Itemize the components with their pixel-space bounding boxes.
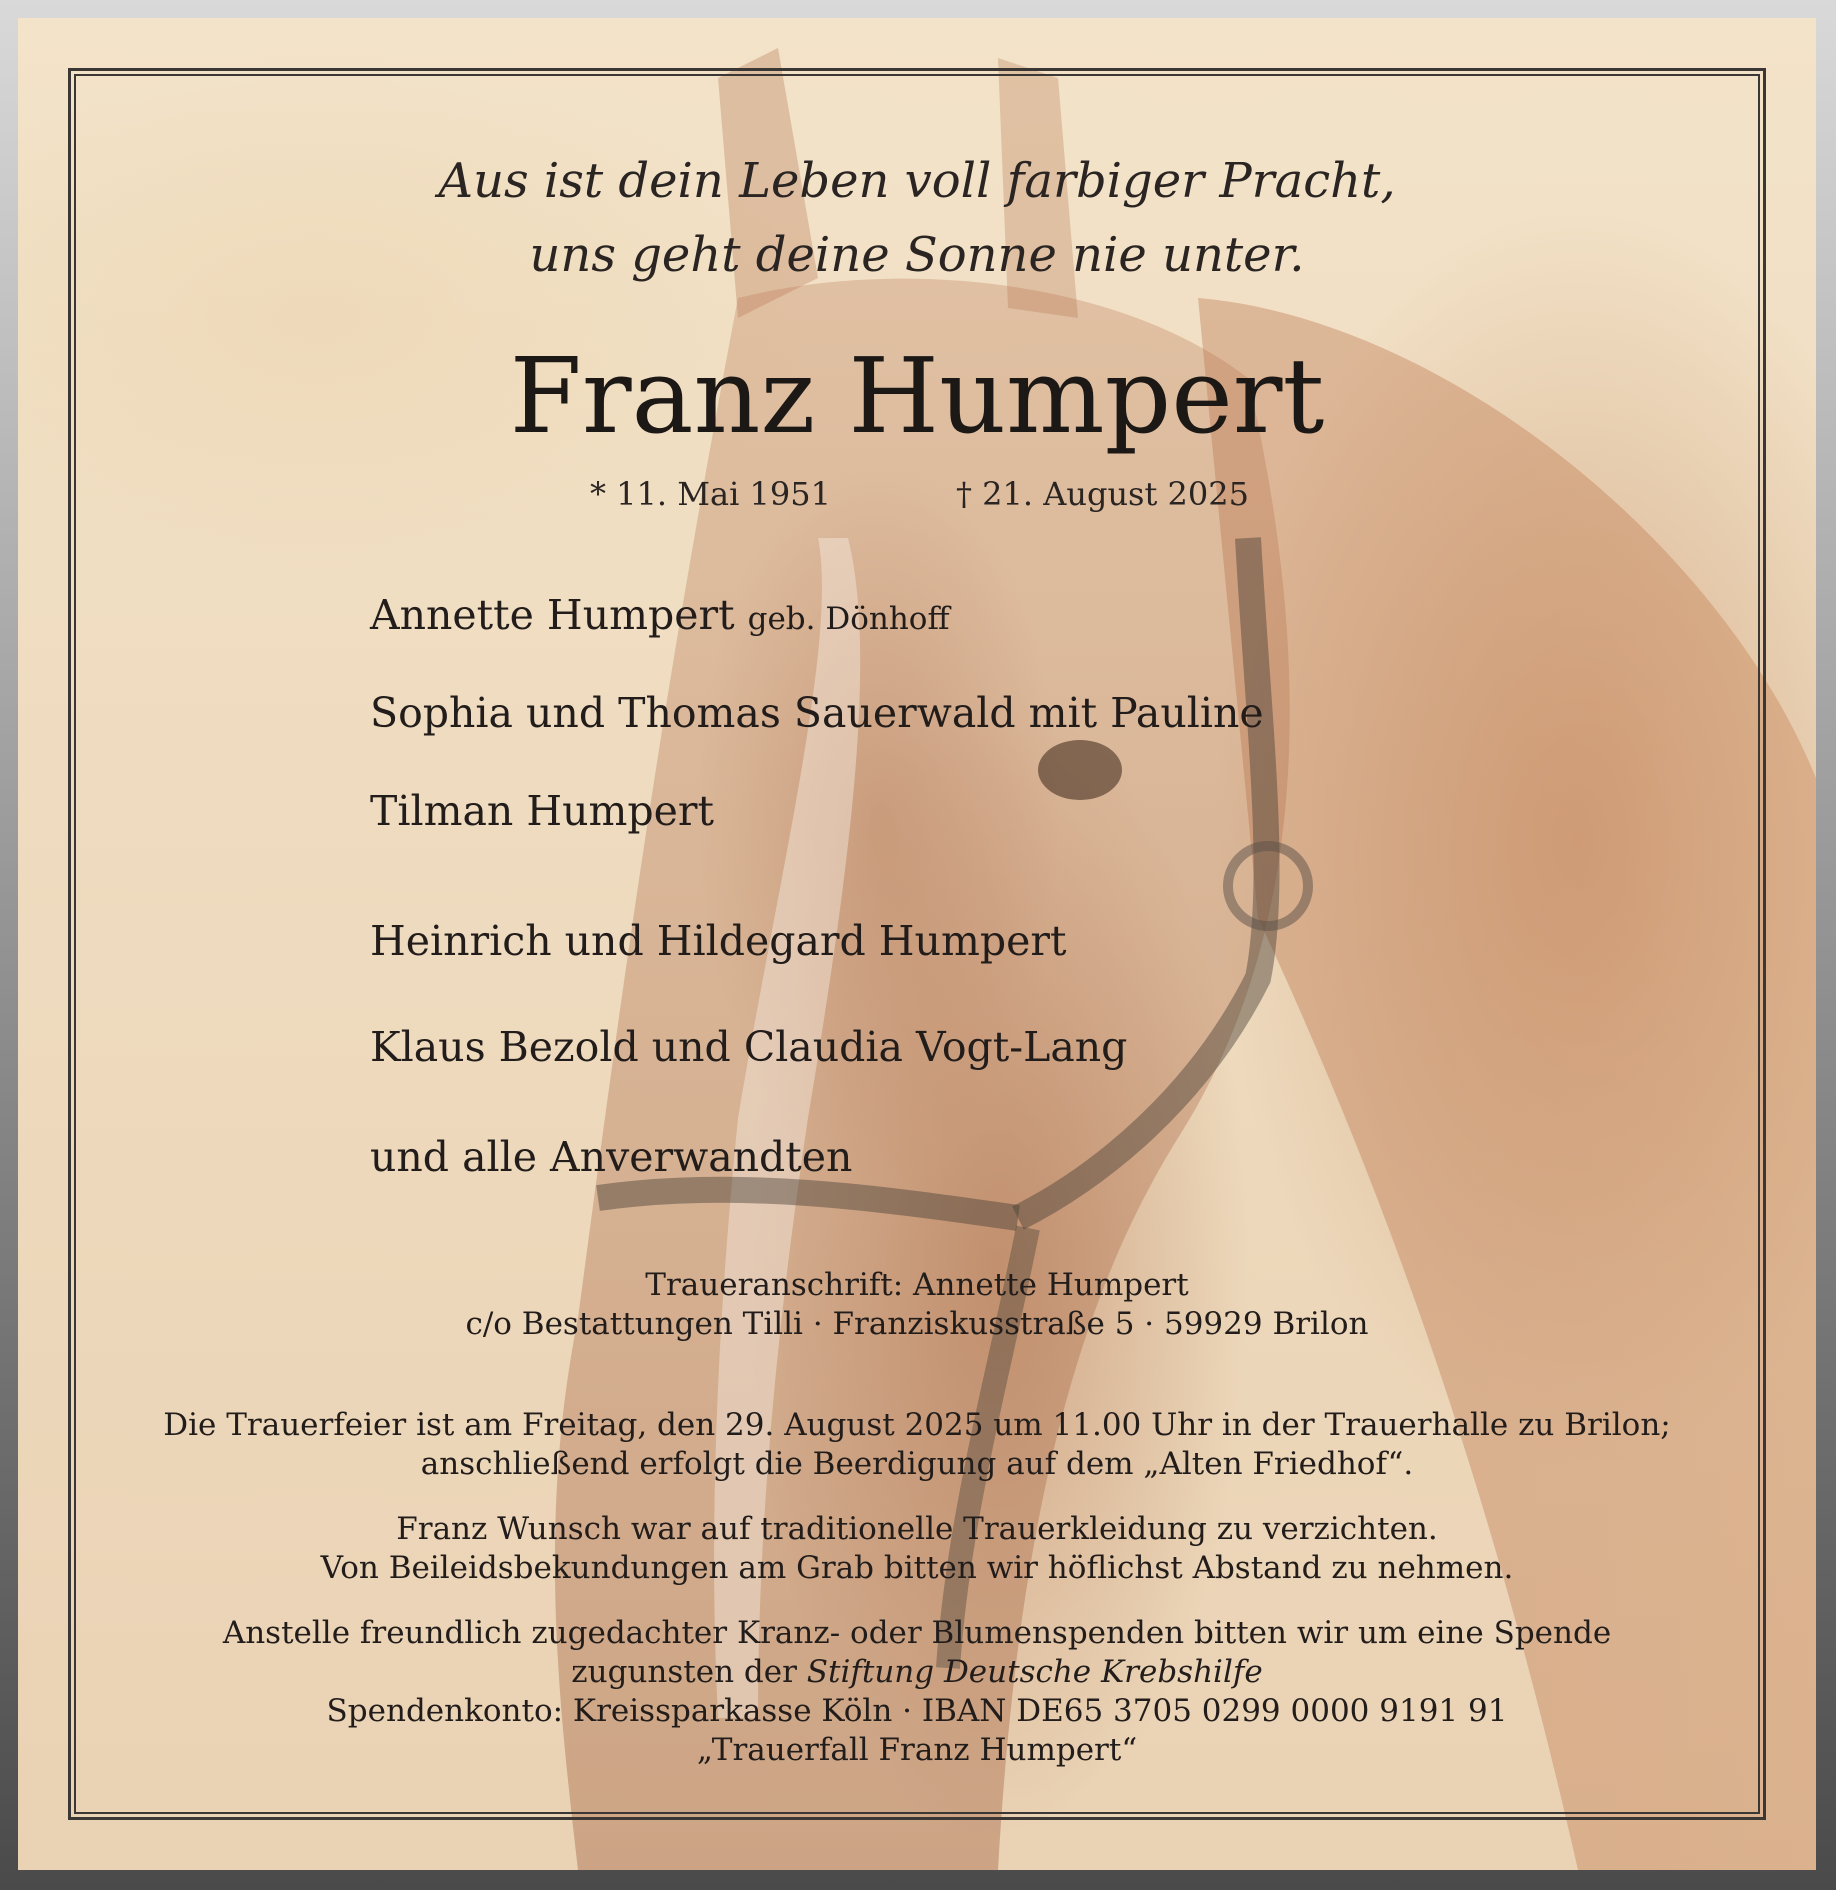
motto-line-1: Aus ist dein Leben voll farbiger Pracht, bbox=[438, 153, 1396, 209]
death-date: † 21. August 2025 bbox=[956, 475, 1249, 513]
mourner-line-3: Tilman Humpert bbox=[370, 787, 714, 835]
mourner-wife-name: Annette Humpert bbox=[370, 591, 735, 639]
mourner-line-6: und alle Anverwandten bbox=[370, 1133, 853, 1181]
mourner-line-2: Sophia und Thomas Sauerwald mit Pauline bbox=[370, 689, 1264, 737]
birth-date: * 11. Mai 1951 bbox=[590, 475, 831, 513]
wishes-notice bbox=[18, 1510, 1816, 1588]
donation-line-2 bbox=[18, 1653, 1816, 1692]
donation-line-1: Anstelle freundlich zugedachter Kranz- oder Blumenspenden bitten wir um eine Spende bbox=[222, 1615, 1612, 1651]
mourning-address bbox=[18, 1266, 1816, 1344]
mourner-line-5: Klaus Bezold und Claudia Vogt-Lang bbox=[370, 1023, 1128, 1071]
address-line-2: c/o Bestattungen Tilli · Franziskusstraße 5 · 59929 Brilon bbox=[465, 1306, 1369, 1342]
mourner-wife-maiden: geb. Dönhoff bbox=[747, 601, 950, 637]
deceased-name: Franz Humpert bbox=[509, 335, 1325, 457]
obituary-content bbox=[18, 18, 1816, 1870]
ceremony-line-1: Die Trauerfeier ist am Freitag, den 29. August 2025 um 11.00 Uhr in der Trauerhalle zu Brilon; bbox=[163, 1407, 1671, 1443]
mourner-line-4: Heinrich und Hildegard Humpert bbox=[370, 917, 1067, 965]
obituary-page bbox=[18, 18, 1816, 1870]
donation-reference: „Trauerfall Franz Humpert“ bbox=[696, 1732, 1138, 1768]
mourner-wife bbox=[370, 590, 950, 644]
donation-account: Spendenkonto: Kreissparkasse Köln · IBAN DE65 3705 0299 0000 9191 91 bbox=[326, 1693, 1508, 1729]
motto-verse bbox=[18, 144, 1816, 292]
motto-line-2: uns geht deine Sonne nie unter. bbox=[529, 227, 1305, 283]
wishes-line-2: Von Beileidsbekundungen am Grab bitten wir höflichst Abstand zu nehmen. bbox=[320, 1550, 1514, 1586]
address-line-1: Traueranschrift: Annette Humpert bbox=[645, 1267, 1189, 1303]
donation-notice bbox=[18, 1614, 1816, 1770]
donation-line-2-prefix: zugunsten der bbox=[571, 1654, 797, 1690]
donation-organization: Stiftung Deutsche Krebshilfe bbox=[806, 1654, 1263, 1690]
ceremony-line-2: anschließend erfolgt die Beerdigung auf dem „Alten Friedhof“. bbox=[420, 1446, 1414, 1482]
ceremony-details bbox=[18, 1406, 1816, 1484]
wishes-line-1: Franz Wunsch war auf traditionelle Trauerkleidung zu verzichten. bbox=[396, 1511, 1438, 1547]
